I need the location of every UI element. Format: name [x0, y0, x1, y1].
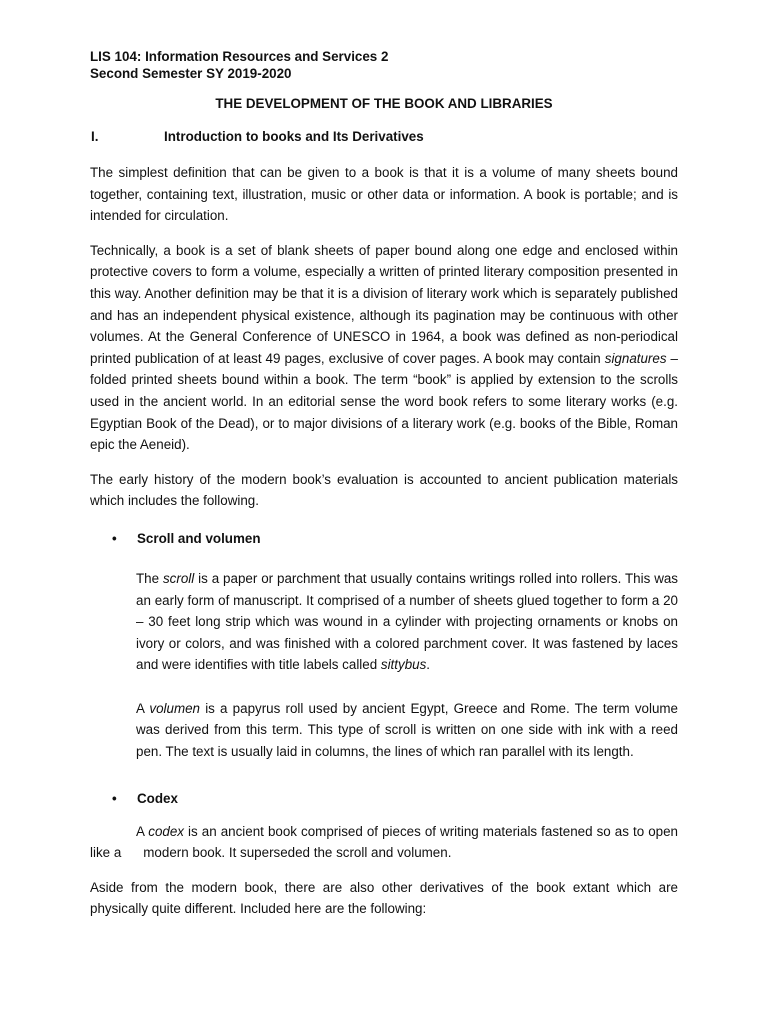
scroll-lead: The — [136, 570, 163, 586]
document-content — [90, 48, 678, 920]
scroll-term: scroll — [162, 570, 195, 586]
codex-text-start: is an ancient book comprised of pieces of writing materials fastened so as to open like a — [90, 823, 678, 861]
definition-paragraph: The simplest definition that can be given to a book is that it is a volume of many sheets bound together, containing text, illustration, music or other data or information. A book is portable; and is intended for circulation. — [90, 165, 678, 224]
early-history-paragraph: The early history of the modern book’s evaluation is accounted to ancient publication materials which includes the following. — [90, 471, 678, 509]
bullet-heading: Codex — [137, 790, 178, 806]
bullet-icon: • — [112, 790, 117, 806]
codex-paragraph — [90, 821, 678, 864]
section-number: I. — [91, 129, 99, 144]
bullet-icon: • — [112, 530, 117, 546]
technical-text-start: Technically, a book is a set of blank sheets of paper bound along one edge and enclosed within protective covers to form a volume, especially a written of printed literary composition presented in this way. Another definition may be that it is a division of literary work which is separately published and has an independent physical existence, although its pagination may be continuous with other volumes. At the General Conference of UNESCO in 1964, a book was defined as non-periodical printed publication of at least 49 pages, exclusive of cover pages. A book may contain — [90, 242, 678, 366]
scroll-end: . — [426, 657, 431, 673]
bullet-codex — [90, 790, 678, 807]
semester-label: Second Semester SY 2019-2020 — [90, 66, 292, 81]
volumen-term: volumen — [149, 700, 201, 716]
aside-paragraph: Aside from the modern book, there are also other derivatives of the book extant which are physically quite different. Included here are the following: — [90, 879, 678, 917]
section-title: Introduction to books and Its Derivatives — [164, 129, 424, 144]
volumen-text: is a papyrus roll used by ancient Egypt, Greece and Rome. The term volume was derived from this term. This type of scroll is written on one side with ink with a reed pen. The text is usually laid in columns, the lines of which ran parallel with its length. — [136, 700, 678, 760]
document-title: THE DEVELOPMENT OF THE BOOK AND LIBRARIES — [215, 96, 553, 111]
signatures-term: signatures — [604, 350, 667, 366]
course-title: LIS 104: Information Resources and Services 2 — [90, 49, 389, 64]
codex-text-end: modern book. It superseded the scroll and volumen. — [143, 845, 452, 861]
scroll-text: is a paper or parchment that usually contains writings rolled into rollers. This was an early form of manuscript. It comprised of a number of sheets glued together to form a 20 – 30 feet long strip which was wound in a cylinder with projecting ornaments or knobs on ivory or colors, and was finished with a colored parchment cover. It was fastened by laces and were identifies with title labels called — [136, 570, 679, 673]
technical-paragraph — [90, 240, 678, 456]
volumen-paragraph — [136, 698, 678, 763]
sittybus-term: sittybus — [380, 657, 427, 673]
codex-term: codex — [148, 823, 184, 839]
scroll-paragraph — [136, 568, 678, 676]
section-heading — [90, 128, 678, 145]
technical-text-end: – folded printed sheets bound within a book. The term “book” is applied by extension to the scrolls used in the ancient world. In an editorial sense the word book refers to some literary works (e.g. Egyptian Book of the Dead), or to major divisions of a literary work (e.g. books of the Bible, Roman epic the Aeneid). — [90, 350, 678, 453]
volumen-lead: A — [136, 700, 150, 716]
codex-lead: A — [136, 823, 149, 839]
bullet-scroll-and-volumen — [90, 530, 678, 547]
bullet-heading: Scroll and volumen — [137, 530, 261, 546]
